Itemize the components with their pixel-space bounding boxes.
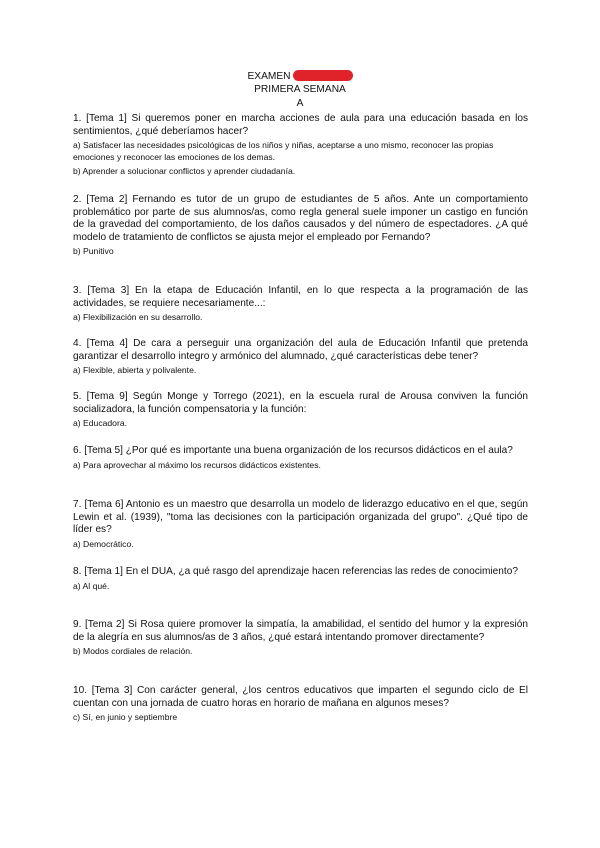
- answer: b) Aprender a solucionar conflictos y aprender ciudadanía.: [73, 165, 296, 176]
- question-text: 8. [Tema 1] En el DUA, ¿a qué rasgo del aprendizaje hacen referencias las redes de conocimiento?: [73, 566, 518, 577]
- question-text: 7. [Tema 6] Antonio es un maestro que desarrolla un modelo de liderazgo educativo en el que, según Lewin et al. (1939), "toma las decisiones con la participación organizada del grupo". ¿Qué tipo de líder es?: [73, 499, 528, 536]
- answer: b) Modos cordiales de relación.: [73, 646, 193, 657]
- exam-title-line: [0, 70, 600, 83]
- question-8: [73, 566, 528, 592]
- question-10: [73, 685, 528, 723]
- question-text: 4. [Tema 4] De cara a perseguir una organización del aula de Educación Infantil que pretenda garantizar el desarrollo integro y armónico del alumnado, ¿qué características debe tener?: [73, 338, 528, 362]
- answer: b) Punitivo: [73, 246, 114, 257]
- question-2: [73, 194, 528, 258]
- exam-week: PRIMERA SEMANA: [254, 84, 346, 95]
- question-text: 2. [Tema 2] Fernando es tutor de un grupo de estudiantes de 5 años. Ante un comportamiento problemático por parte de sus alumnos/as, como regla general suele imponer un castigo en función de la gravedad del comportamiento, de los daños causados y del número de espectadores. ¿A qué modelo de tratamiento de conflictos se ajusta mejor el empleado por Fernando?: [73, 194, 528, 243]
- answer: a) Para aprovechar al máximo los recursos didácticos existentes.: [73, 459, 321, 470]
- question-text: 9. [Tema 2] Si Rosa quiere promover la simpatía, la amabilidad, el sentido del humor y la expresión de la alegría en sus alumnos/as de 3 años, ¿qué estará intentando promover directamente?: [73, 619, 528, 643]
- question-text: 5. [Tema 9] Según Monge y Torrego (2021), en la escuela rural de Arousa conviven la función socializadora, la función compensatoria y la función:: [73, 391, 528, 415]
- answer: a) Democrático.: [73, 538, 134, 549]
- answer: a) Flexibilización en su desarrollo.: [73, 312, 203, 323]
- answer: a) Flexible, abierta y polivalente.: [73, 365, 197, 376]
- answer: a) Al qué.: [73, 580, 110, 591]
- question-4: [73, 338, 528, 376]
- question-9: [73, 619, 528, 657]
- question-text: 10. [Tema 3] Con carácter general, ¿los centros educativos que imparten el segundo ciclo de El cuentan con una jornada de cuatro horas en horario de mañana en algunos meses?: [73, 685, 528, 709]
- answer: a) Satisfacer las necesidades psicológicas de los niños y niñas, aceptarse a uno mismo, reconocer las propias emociones y reconocer las emociones de los demas.: [73, 140, 494, 163]
- question-text: 6. [Tema 5] ¿Por qué es importante una buena organización de los recursos didácticos en el aula?: [73, 445, 513, 456]
- redacted-name-mark: [293, 70, 353, 81]
- question-text: 3. [Tema 3] En la etapa de Educación Infantil, en lo que respecta a la programación de las actividades, se requiere necesariamente...:: [73, 285, 528, 309]
- question-7: [73, 499, 528, 550]
- exam-version: A: [296, 98, 304, 109]
- question-6: [73, 445, 528, 471]
- answer: c) Sí, en junio y septiembre: [73, 712, 178, 723]
- answer: a) Educadora.: [73, 418, 127, 429]
- question-5: [73, 391, 528, 429]
- question-3: [73, 285, 528, 323]
- question-text: 1. [Tema 1] Si queremos poner en marcha acciones de aula para una educación basada en los sentimientos, ¿qué deberíamos hacer?: [73, 113, 528, 137]
- exam-title: EXAMEN: [247, 71, 291, 82]
- question-1: [73, 113, 528, 177]
